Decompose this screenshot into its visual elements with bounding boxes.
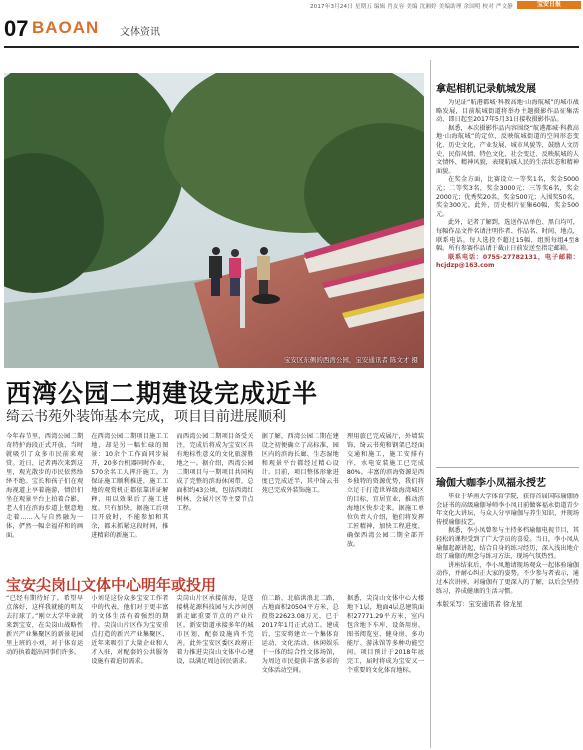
sidebar-paragraph: 在奖金方面，比赛设立一等奖1名，奖金5000元；二等奖3名，奖金3000元；三等奖6名，奖金2000元；优秀奖20名，奖金500元；入围奖50名，奖金300元。此外，历史相片征集60幅，奖金500元。 [436, 176, 579, 218]
park-photo [4, 73, 424, 368]
sidebar-title: 瑜伽大咖李小凤福永授艺 [436, 478, 546, 489]
article-column: 伯二路，北临洪浪北二路，占地面积20504平方米，总投资22623.08万元，已于2017年1月正式动工。建成后，宝安将建立一个集体育运动、文化活动、休闲娱乐于一体的综合性文体场馆，为周边市民提供丰富多彩的文体活动空间。 [261, 595, 339, 674]
second-article-body [6, 594, 424, 746]
article-column: 而西湾公园二期项目备受关注，完成后将成为宝安区具有地标性意义的文化旅游胜地之一。据介绍，西湾公园二期项目与一期项目共同构成了完整的滨海休闲带，总面积约43公顷，包括西湾红树林、会展片区等主要节点工程。 [176, 433, 254, 512]
sidebar-paragraph: 为见证“航港都城·科教高地·山海航城”的城市战略发展，目前航城街道将举办主题摄影作品征集活动，即日起至2017年5月31日接收摄影作品。 [436, 99, 579, 124]
article-column: 尖岗山片区承接前海，是连接桃花源科技园与大沙河创新走廊重要节点的产业片区。新安街道承接多年的城市区划，配套设施尚不完善，此外宝安区委区政府正着力推进尖岗山文体中心建设，以满足周边居民需求。 [176, 595, 254, 665]
photo-caption: 宝安区东侧的西湾公园，宝安通讯者 陈文才 摄 [283, 356, 418, 364]
sidebar-paragraph: 讲座结束后，李小凤邀请现场观众一起体验瑜伽动作，并耐心纠正大家的姿势。不少参与者表示，通过本次讲座，对瑜伽有了更深入的了解，以后会坚持练习，养成健康的生活习惯。 [436, 561, 579, 595]
sidebar-paragraph: 毕业于华南大学体育学院，获得首届国际瑜伽协会证书的高级瑜伽导师李小凤日前做客福永街道青少年文化大讲坛，与众人分享瑜伽与养生知识，并现场传授瑜伽技艺。 [436, 493, 579, 526]
sidebar-photo-contest [436, 80, 579, 271]
article-column: 在西湾公园二期项目施工工地，却是另一幅忙碌的图景：10余个工作面同步展开，20多台机器同时作业，570余名工人挥汗施工。为保证施工顺利推进，施工工地的观赏机正都依靠讲证解释，用以效果后了施工进度。只有加快，据施工后项目开放时，不能参加和其余，都未抓紧这段时间，推进精彩的新施工。 [91, 433, 169, 539]
article-column: 小刘是这份众多宝安工作者中的代表，他们对于更丰富的文体生活有着强烈的期待。尖岗山片区作为宝安重点打造的新兴产业集聚区，近年来吸引了大量企业和人才入驻，对配套的公共服务设施有着迫切需求。 [91, 595, 169, 665]
article-column: 据了解，西湾公园二期在建设之初便确立了高标准，园区内的滨海长廊、生态湿地和观景平台都经过精心设计。目前，项目整体形象进度已完成近半，其中绮云书苑已完成外装饰施工。 [261, 433, 339, 494]
article-column: 今年春节里，西湾公园二期奇特护海段正式开放，当时就吸引了众多市民前来观赏。近日，记者再次来到这里，观光散步的市民依然络绎不绝。宝长和孩子们在观海视道上享着施游，情侣们坐在观景平台上拍着合影，老人们在滨海步道上惬意地走着……入与自然融为一体，俨然一幅幸福祥和的画面。 [6, 433, 84, 539]
park-photo-illustration [4, 73, 424, 368]
sidebar-body [436, 99, 579, 271]
page-number: 07 [4, 16, 29, 41]
sidebar-paragraph: 据悉，本次摄影作品内容围绕“航港都城·科教高地·山海航城”的定位，反映航城街道的空间形态变化、历史文化、产业发展、城市风貌等，鼓励人文历史、民俗风情、特色文化、社会变迁、反映航城的人文情怀、精神风貌，表现航城人民的生活状态和精神面貌。 [436, 124, 579, 175]
byline: 本版采写：宝安通讯者 徐龙星 [436, 600, 523, 609]
sidebar-body [436, 493, 579, 596]
column-title: 文体资讯 [120, 27, 160, 38]
article-headline: 西湾公园二期建设完成近半 [6, 379, 319, 408]
page-header [0, 12, 583, 48]
article-subheadline: 绮云书苑外装饰基本完成，项目目前进展顺利 [6, 409, 286, 425]
section-title: BAOAN [32, 18, 100, 37]
header-rule [4, 46, 579, 48]
article-column: “已经有期待好了，希望早点落好，这样我就能的明友去打球了。”刚立大学毕业就来到宝安，在尖岗山战略性新兴产业集聚区的新景花园里上班的小刘，对于体育运动的执着超出同事们许多。 [6, 595, 84, 656]
top-bar [0, 0, 583, 10]
issue-meta: 2017年3月24日 星期五 编辑 肖友容 美编 沈湘婷 美编助理 余国明 校对 严文静 [309, 4, 513, 10]
sidebar-divider [436, 467, 579, 468]
article-body [6, 432, 424, 562]
newspaper-brand: 宝安日报 [517, 1, 581, 9]
second-article-headline: 宝安尖岗山文体中心明年或投用 [6, 576, 217, 594]
column-divider [430, 60, 431, 748]
article-column: 理用旅已完成展厅，外墙装饰，绮云书苑和钢架已经面交通和施工，施工安排有序，水电安装施工已完成80%。丰富的滨海资源是西乡独特的资源优势，我们将立足于打造世界级海湾城区的目标，宜居宜业，推动滨海地区快步走来。据施工单位负责人介绍，他们将发挥工匠精神，加快工程进度，确保西湾公园二期全部开放。 [346, 433, 425, 548]
sidebar-title: 拿起相机记录航城发展 [436, 84, 536, 95]
sidebar-yoga [436, 474, 579, 608]
contact-info: 联系电话：0755-27782131，电子邮箱：hcjdzp@163.com [436, 253, 579, 270]
sidebar-paragraph: 据悉，李小凤曾参与主持多档瑜伽电视节目，其轻松的课程受到了广大学员的喜爱。当日，李小凤从瑜伽起源讲起，结合自身的练习经历，深入浅出地介绍了瑜伽的理念与练习方法，现场气氛热烈。 [436, 527, 579, 561]
article-column: 据悉，尖岗山文体中心大楼地下1层，地面4层总建筑面积27771.29平方米，室内包含地下车库、设备用房、图书阅览室、健身房、多功能厅、游泳馆等多种功能空间。项目预计于2018年底完工，届时将成为宝安又一个重要的文化体育地标。 [346, 595, 425, 674]
sidebar-paragraph: 此外，记者了解到，选送作品单色、黑白均可，每幅作品文件名请注明作者、作品名、时间、地点，联系电话。每人选投不超过15幅，组照每组4至8幅。所有参赛作品请于截止日前发送至指定邮箱。 [436, 219, 579, 253]
